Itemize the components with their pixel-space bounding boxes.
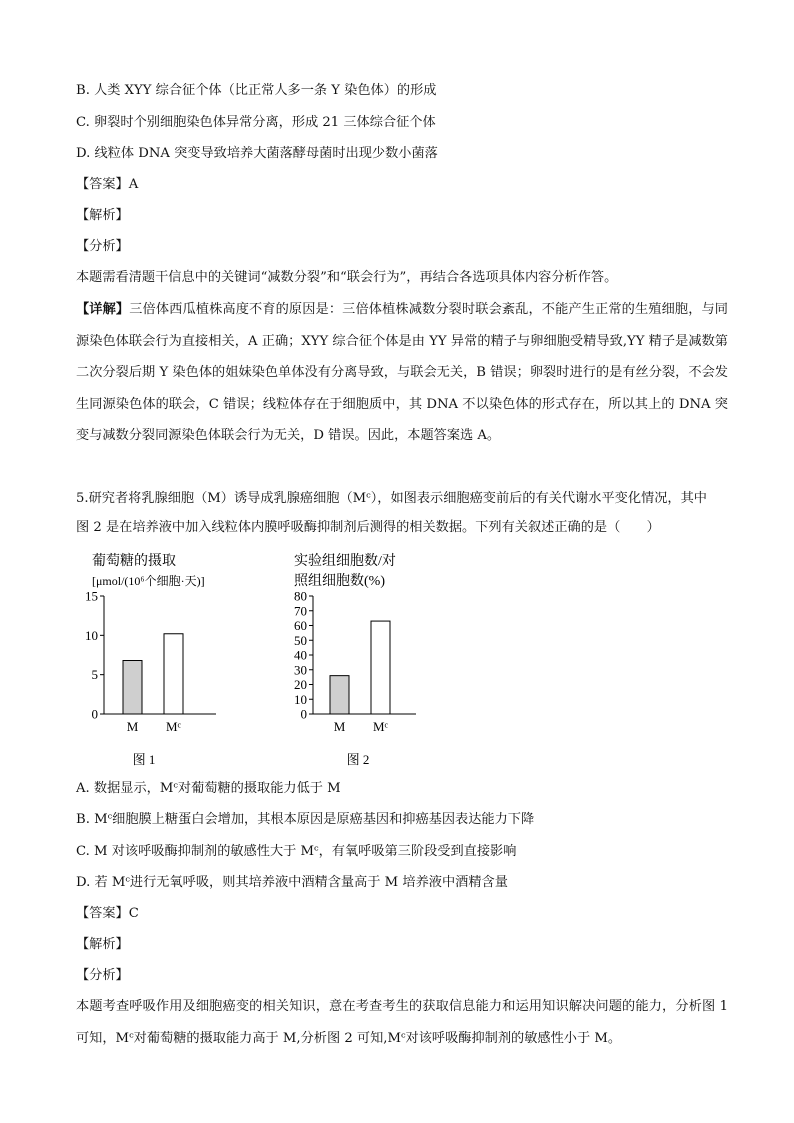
fig2-category-label: Mᶜ [373, 719, 388, 734]
fig1-category-label: Mᶜ [166, 719, 181, 734]
fig2-y-tick-label: 60 [294, 618, 307, 633]
figure-1-chart [80, 548, 250, 773]
q5-stem-line2: 图 2 是在培养液中加入线粒体内膜呼吸酶抑制剂后测得的相关数据。下列有关叙述正确的是（ ） [76, 520, 660, 535]
fig2-y-tick-label: 30 [294, 662, 307, 678]
fig1-category-label: M [126, 719, 139, 734]
fig2-y-tick-label: 0 [300, 706, 307, 722]
fig2-caption: 图 2 [346, 752, 370, 767]
fig1-y-tick-label: 5 [91, 667, 98, 683]
q4-option-c: C. 卵裂时个别细胞染色体异常分离，形成 21 三体综合征个体 [76, 115, 436, 130]
q5-fenxi-text: 本题考查呼吸作用及细胞癌变的相关知识，意在考查考生的获取信息能力和运用知识解决问题的能力，分析图 1 可知，Mᶜ对葡萄糖的摄取能力高于 M,分析图 2 可知,Mᶜ对该呼吸酶抑制剂的敏感性小于 M。 [76, 999, 728, 1046]
q4-detail-label: 【详解】 [76, 302, 130, 317]
fig2-y-tick-label: 50 [294, 632, 307, 648]
q5-answer: 【答案】C [76, 906, 139, 921]
q4-option-d: D. 线粒体 DNA 突变导致培养大菌落酵母菌时出现少数小菌落 [76, 146, 438, 161]
q5-option-a: A. 数据显示，Mᶜ对葡萄糖的摄取能力低于 M [76, 781, 341, 796]
fig1-bar-mc [164, 634, 183, 714]
q4-fenxi-heading: 【分析】 [76, 239, 129, 254]
fig2-ylabel-line2: 照组细胞数(%) [294, 574, 385, 589]
fig2-y-tick-label: 20 [294, 677, 307, 692]
q5-option-d: D. 若 Mᶜ进行无氧呼吸，则其培养液中酒精含量高于 M 培养液中酒精含量 [76, 875, 508, 890]
fig1-y-tick-label: 0 [91, 706, 98, 722]
fig2-y-tick-label: 80 [294, 588, 307, 604]
fig1-ylabel-line2: [μmol/(10⁶个细胞·天)] [92, 574, 205, 588]
q4-detail-text: 三倍体西瓜植株高度不育的原因是：三倍体植株减数分裂时联会紊乱，不能产生正常的生殖细胞，与同源染色体联会行为直接相关，A 正确；XYY 综合征个体是由 YY 异常的精子与卵细胞受精导致,YY 精子是减数第二次分裂后期 Y 染色体的姐妹染色单体没有分离导致，与联会无关，B 错误；卵裂时进行的是有丝分裂，不会发生同源染色体的联会，C 错误；线粒体存在于细胞质中，其 DNA 不以染色体的形式存在，所以其上的 DNA 突变与减数分裂同源染色体联会行为无关，D 错误。因此，本题答案选 A。 [76, 302, 728, 443]
q5-analysis-heading: 【解析】 [76, 937, 129, 952]
fig1-bar-m [123, 661, 142, 714]
q4-option-b: B. 人类 XYY 综合征个体（比正常人多一条 Y 染色体）的形成 [76, 83, 437, 98]
q5-stem-line1: 5.研究者将乳腺细胞（M）诱导成乳腺癌细胞（Mᶜ），如图表示细胞癌变前后的有关代谢水平变化情况，其中 [76, 491, 707, 506]
q4-answer: 【答案】A [76, 177, 139, 192]
q5-option-b: B. Mᶜ细胞膜上糖蛋白会增加，其根本原因是原癌基因和抑癌基因表达能力下降 [76, 812, 535, 827]
fig2-y-tick-label: 70 [294, 603, 307, 619]
fig2-y-tick-label: 10 [294, 691, 307, 707]
fig2-bar-m [330, 676, 349, 714]
fig1-ylabel-line1: 葡萄糖的摄取 [92, 554, 176, 569]
q5-fenxi-heading: 【分析】 [76, 968, 129, 983]
fig2-category-label: M [333, 719, 346, 734]
fig1-y-tick-label: 15 [85, 588, 98, 604]
figure-2-chart [280, 548, 460, 773]
fig1-caption: 图 1 [132, 752, 156, 767]
fig1-y-tick-label: 10 [85, 627, 98, 643]
fig2-bar-mc [371, 621, 390, 714]
fig2-ylabel-line1: 实验组细胞数/对 [294, 554, 396, 569]
fig2-y-tick-label: 40 [294, 647, 307, 663]
q4-fenxi-text: 本题需看清题干信息中的关键词“减数分裂”和“联会行为”，再结合各选项具体内容分析作答。 [76, 270, 618, 285]
q4-detail-paragraph [76, 294, 728, 452]
q4-analysis-heading: 【解析】 [76, 208, 129, 223]
q5-option-c: C. M 对该呼吸酶抑制剂的敏感性大于 Mᶜ，有氧呼吸第三阶段受到直接影响 [76, 844, 517, 859]
